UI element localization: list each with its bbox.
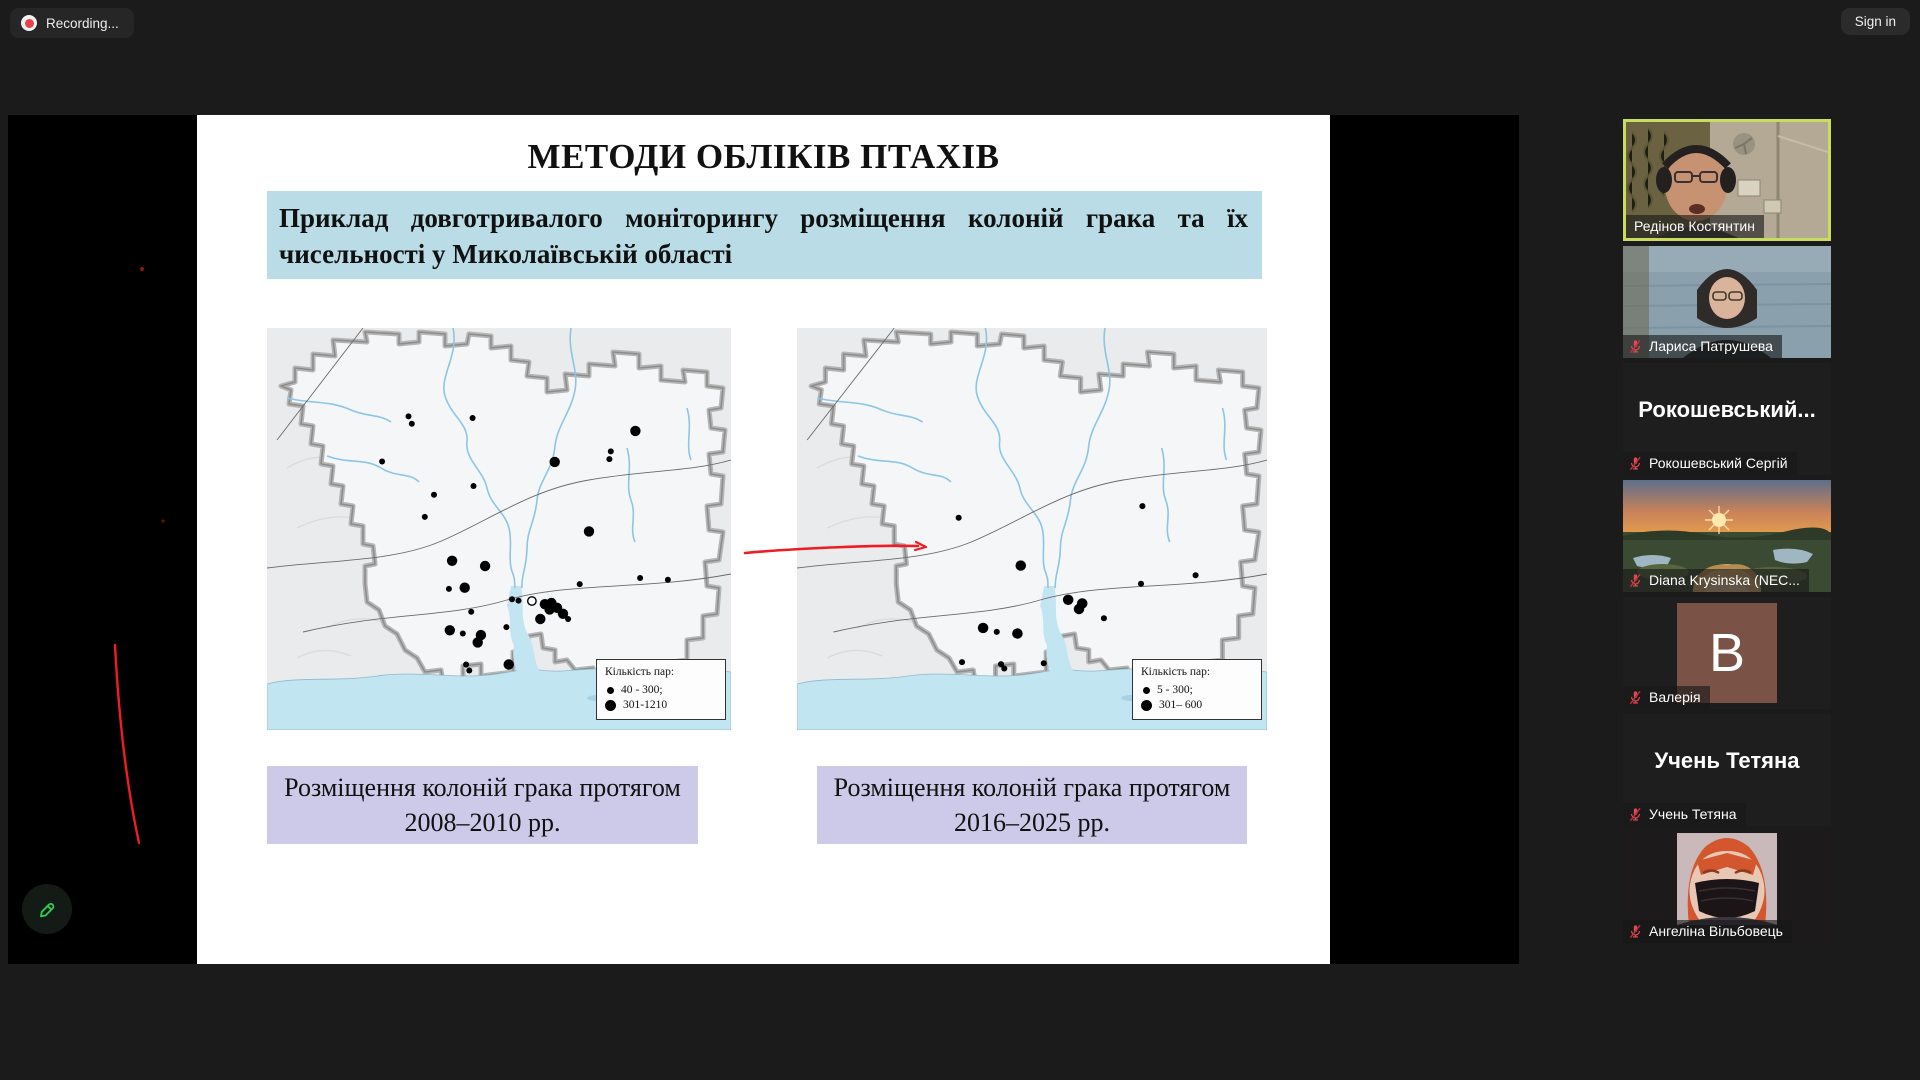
legend-large-dot xyxy=(605,700,616,711)
participant-tile-krysinska[interactable] xyxy=(1623,480,1831,592)
presentation-slide xyxy=(197,115,1330,964)
screen-share-stage xyxy=(8,115,1519,964)
map-2016-2025 xyxy=(797,328,1267,730)
legend-large-label: 301-1210 xyxy=(623,699,668,711)
annotate-pencil-button[interactable] xyxy=(22,884,72,934)
participants-panel xyxy=(1623,119,1831,943)
legend-large-label: 301– 600 xyxy=(1159,699,1203,711)
participant-name-tag: Diana Krysinska (NEC... xyxy=(1623,569,1809,592)
map-legend xyxy=(596,659,726,720)
pencil-icon xyxy=(34,896,60,922)
muted-mic-icon xyxy=(1628,807,1643,822)
legend-small-dot xyxy=(1143,687,1150,694)
participant-tile-rokoshevskyi[interactable] xyxy=(1623,363,1831,475)
muted-mic-icon xyxy=(1628,924,1643,939)
letter-avatar: B xyxy=(1677,603,1777,703)
participant-name-tag: Рокошевський Сергій xyxy=(1623,452,1797,475)
legend-small-label: 40 - 300; xyxy=(621,684,663,696)
participant-name-tag: Ангеліна Вільбовець xyxy=(1623,920,1792,943)
legend-small-dot xyxy=(607,687,614,694)
participant-tile-patrusheva[interactable] xyxy=(1623,246,1831,358)
map-2008-2010 xyxy=(267,328,731,730)
legend-title: Кількість пар: xyxy=(605,666,675,678)
recording-button[interactable] xyxy=(10,8,134,38)
legend-large-dot xyxy=(1141,700,1152,711)
participant-name-tag: Редінов Костянтин xyxy=(1626,215,1764,238)
slide-subtitle: Приклад довготривалого моніторингу розміщення колоній грака та їх чисельності у Миколаївській області xyxy=(267,191,1262,279)
caption-2016-2025: Розміщення колоній грака протягом 2016–2025 рр. xyxy=(817,766,1247,844)
record-icon xyxy=(21,15,37,31)
sign-in-button[interactable]: Sign in xyxy=(1841,8,1910,35)
participant-tile-redinov[interactable] xyxy=(1623,119,1831,241)
participant-name-tag: Учень Тетяна xyxy=(1623,803,1746,826)
slide-title: МЕТОДИ ОБЛІКІВ ПТАХІВ xyxy=(527,137,1000,176)
map-legend xyxy=(1132,659,1262,720)
participant-display-name: Учень Тетяна xyxy=(1654,748,1800,774)
muted-mic-icon xyxy=(1628,690,1643,705)
legend-small-label: 5 - 300; xyxy=(1157,684,1193,696)
participant-tile-vilbovets[interactable] xyxy=(1623,831,1831,943)
muted-mic-icon xyxy=(1628,339,1643,354)
participant-display-name: Рокошевський... xyxy=(1638,397,1816,423)
caption-2008-2010: Розміщення колоній грака протягом 2008–2010 рр. xyxy=(267,766,698,844)
participant-tile-uchen-tetiana[interactable] xyxy=(1623,714,1831,826)
participant-name-tag: Валерія xyxy=(1623,686,1710,709)
top-bar xyxy=(0,0,1920,46)
legend-title: Кількість пар: xyxy=(1141,666,1211,678)
participant-name-tag: Лариса Патрушева xyxy=(1623,335,1782,358)
maps-row xyxy=(197,328,1330,730)
recording-label: Recording... xyxy=(46,15,119,31)
muted-mic-icon xyxy=(1628,573,1643,588)
muted-mic-icon xyxy=(1628,456,1643,471)
participant-tile-valeriia[interactable] xyxy=(1623,597,1831,709)
